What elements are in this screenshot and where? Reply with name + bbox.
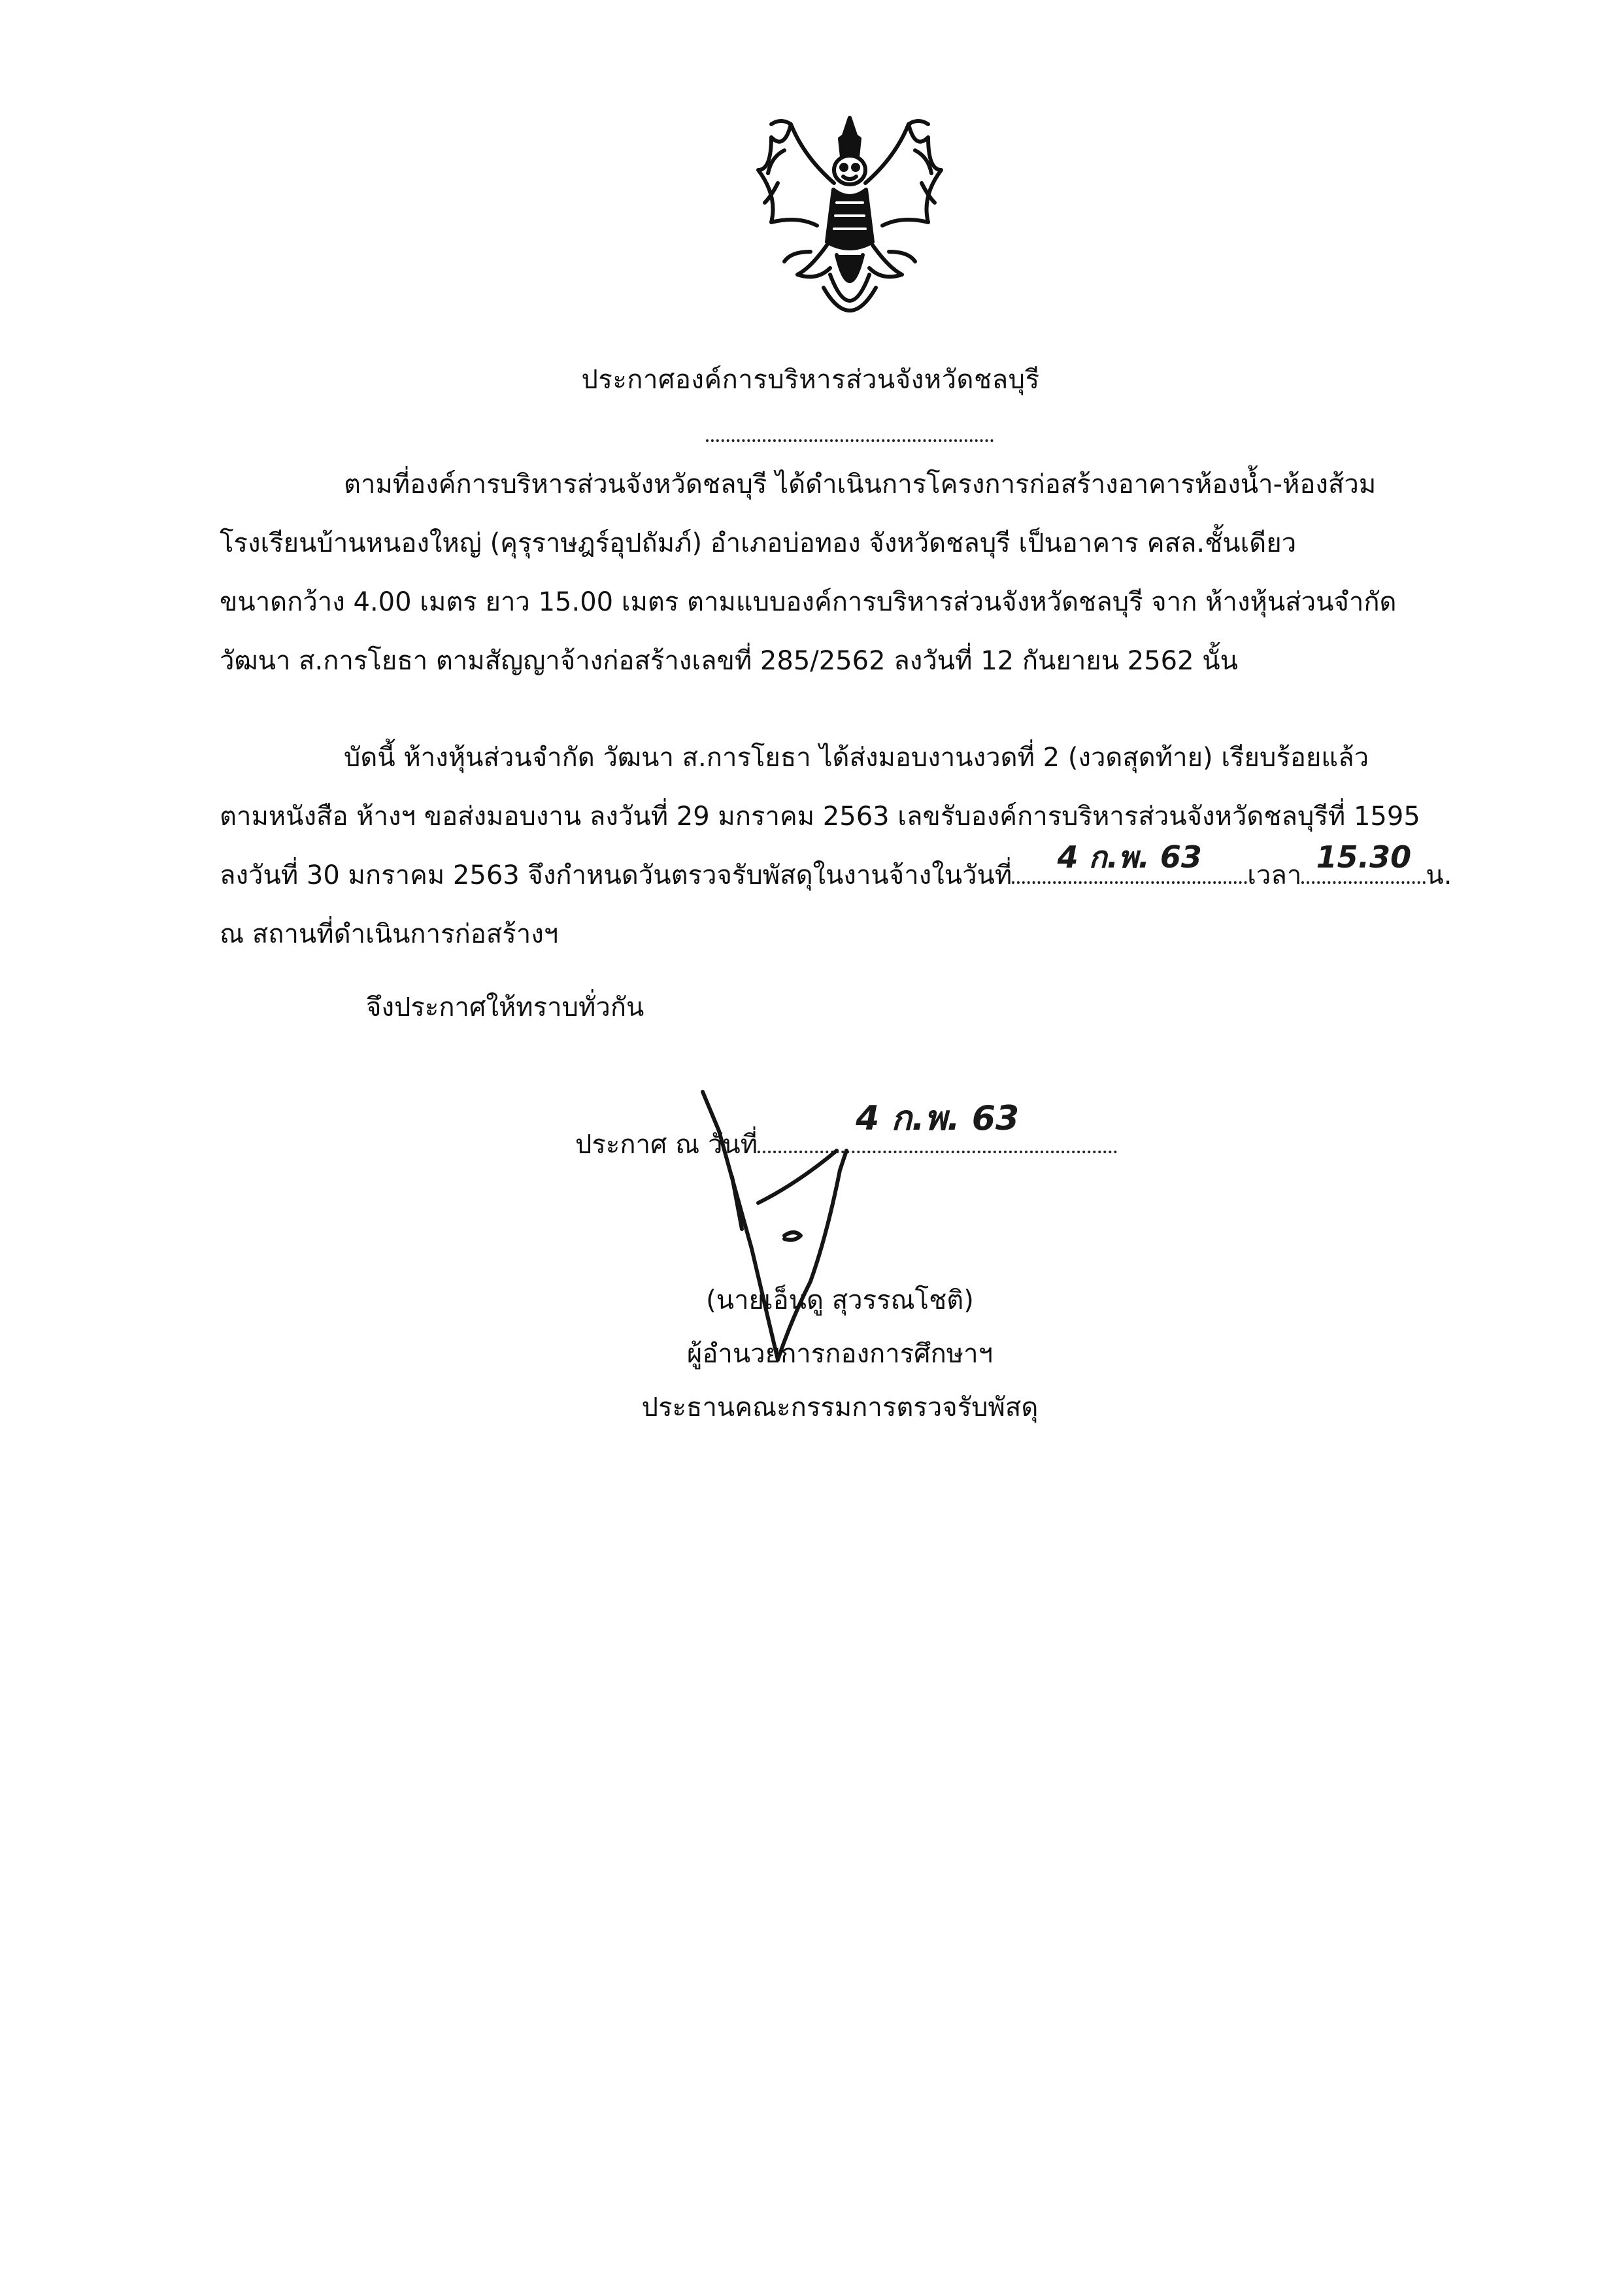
inspection-time-handwriting: 15.30: [1316, 839, 1412, 875]
signatory-position: ผู้อำนวยการกองการศึกษาฯ: [686, 1339, 994, 1369]
paragraph-1: [220, 455, 1488, 690]
signatory-committee-role: ประธานคณะกรรมการตรวจรับพัสดุ: [641, 1393, 1039, 1423]
paragraph-2-line: บัดนี้ ห้างหุ้นส่วนจำกัด วัฒนา ส.การโยธา ได้ส่งมอบงานงวดที่ 2 (งวดสุดท้าย) เรียบร้อยแล้ว: [344, 743, 1369, 773]
issue-date-handwriting: 4 ก.พ. 63: [856, 1099, 1020, 1138]
garuda-emblem-icon: [745, 111, 954, 333]
time-label: เวลา: [1247, 860, 1302, 890]
paragraph-2: [220, 728, 1488, 964]
signatory-name: (นายเอ็นดู สุวรรณโชติ): [706, 1285, 974, 1315]
handwritten-signature: [680, 1085, 1085, 1373]
inspection-date-field: [1012, 839, 1247, 884]
time-suffix: น.: [1426, 860, 1452, 890]
paragraph-2-line3-text: ลงวันที่ 30 มกราคม 2563 จึงกำหนดวันตรวจรับพัสดุในงานจ้างในวันที่: [220, 860, 1012, 890]
inspection-time-field: [1301, 839, 1426, 884]
paragraph-1-line: ตามที่องค์การบริหารส่วนจังหวัดชลบุรี ได้ดำเนินการโครงการก่อสร้างอาคารห้องน้ำ-ห้องส้วม: [344, 469, 1377, 499]
inspection-date-handwriting: 4 ก.พ. 63: [1057, 839, 1202, 875]
paragraph-2-line: [220, 839, 1488, 905]
paragraph-1-line: ขนาดกว้าง 4.00 เมตร ยาว 15.00 เมตร ตามแบบองค์การบริหารส่วนจังหวัดชลบุรี จาก ห้างหุ้นส่วนจำกัด: [220, 587, 1397, 617]
issue-date-label: ประกาศ ณ วันที่: [575, 1130, 758, 1160]
closing-statement: จึงประกาศให้ทราบทั่วกัน: [366, 992, 644, 1022]
paragraph-2-line: ตามหนังสือ ห้างฯ ขอส่งมอบงาน ลงวันที่ 29 มกราคม 2563 เลขรับองค์การบริหารส่วนจังหวัดชลบุรีที่ 1595: [220, 802, 1420, 832]
paragraph-1-line: วัฒนา ส.การโยธา ตามสัญญาจ้างก่อสร้างเลขที่ 285/2562 ลงวันที่ 12 กันยายน 2562 นั้น: [220, 646, 1238, 676]
paragraph-2-line: ณ สถานที่ดำเนินการก่อสร้างฯ: [220, 919, 559, 949]
signature-block: [0, 1085, 1621, 1451]
paragraph-1-line: โรงเรียนบ้านหนองใหญ่ (คุรุราษฎร์อุปถัมภ์) อำเภอบ่อทอง จังหวัดชลบุรี เป็นอาคาร คสล.ชั้นเดียว: [220, 528, 1297, 558]
announcement-title: ประกาศองค์การบริหารส่วนจังหวัดชลบุรี: [581, 365, 1040, 395]
title-dotted-rule: [706, 439, 994, 442]
